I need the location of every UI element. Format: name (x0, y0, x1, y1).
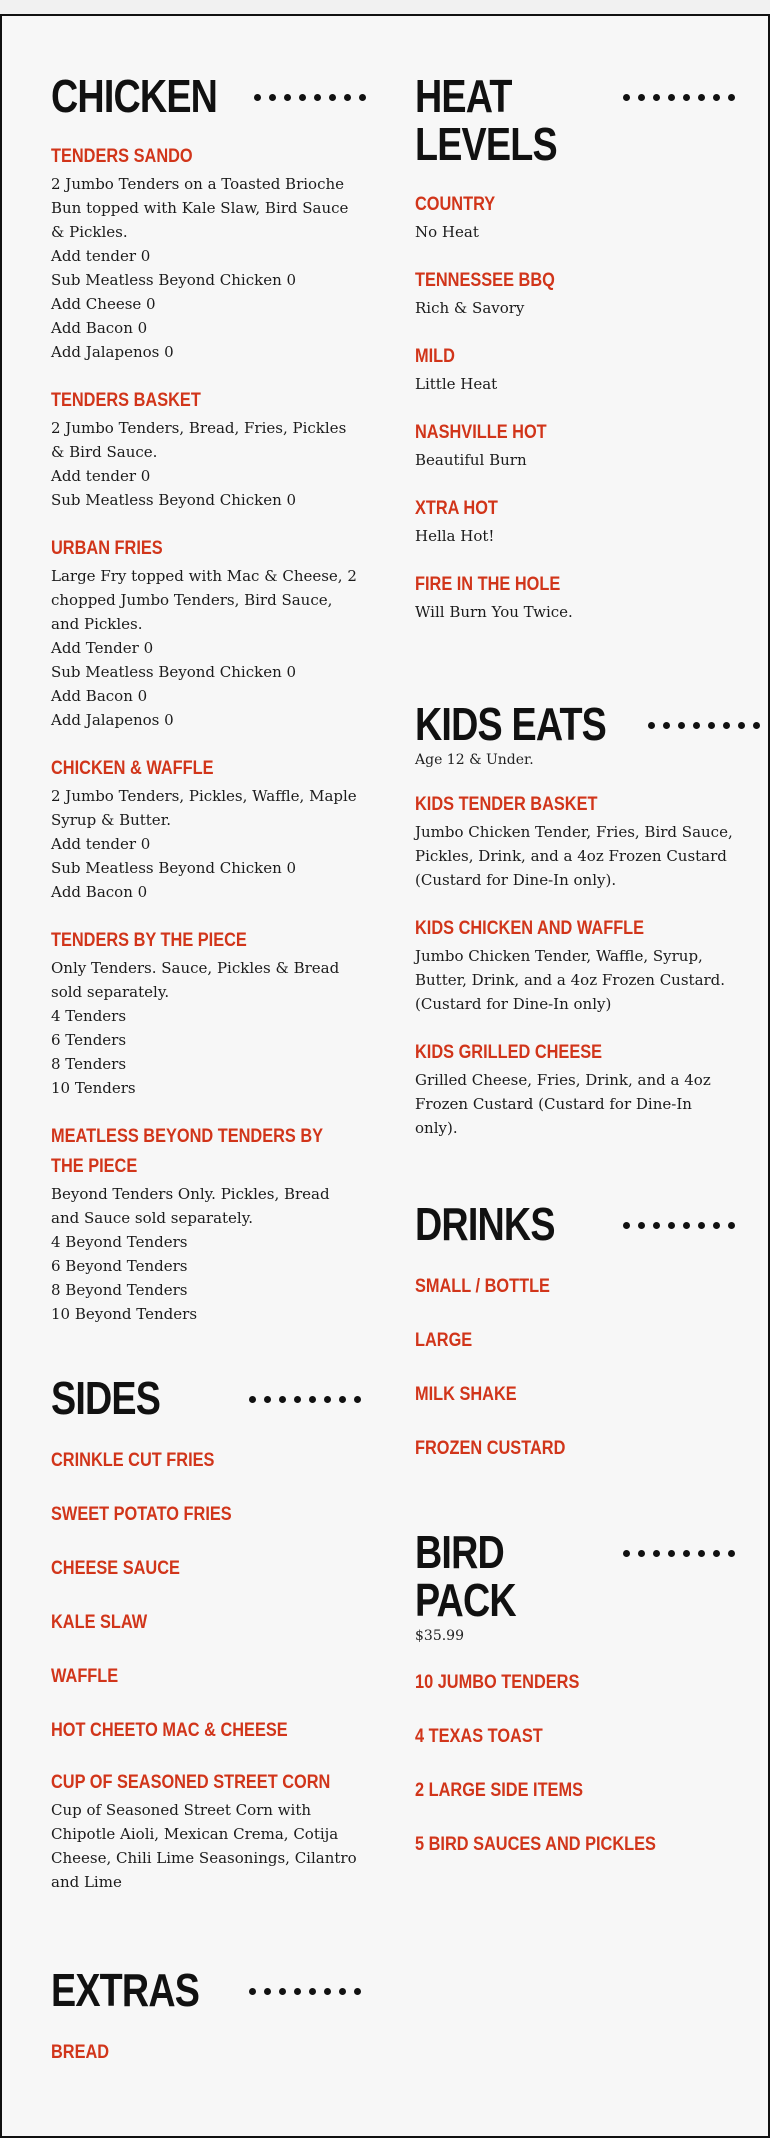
section-header (51, 1966, 361, 2014)
menu-item (415, 1434, 735, 1464)
menu-item (415, 1776, 735, 1806)
menu-section-heat-levels (415, 72, 735, 624)
menu-item-option: 4 Tenders (51, 1007, 127, 1025)
menu-item (51, 1500, 361, 1530)
menu-item-description: 2 Jumbo Tenders, Bread, Fries, Pickles & Bird Sauce. (51, 419, 347, 461)
menu-item (51, 1662, 361, 1692)
menu-item-description: Cup of Seasoned Street Corn with Chipotle Aioli, Mexican Crema, Cotija Cheese, Chili Lime Seasonings, Cilantro and Lime (51, 1801, 357, 1891)
menu-column-right (415, 72, 735, 1860)
section-title: KIDS EATS (415, 698, 607, 750)
menu-item-option: Add Bacon 0 (51, 687, 148, 705)
leader-dot (708, 722, 715, 729)
leader-dot (309, 1396, 316, 1403)
menu-section-bird-pack (415, 1528, 735, 1860)
menu-item-name: 2 LARGE SIDE ITEMS (415, 1780, 583, 1801)
menu-item (415, 1830, 735, 1860)
menu-item-name: 4 TEXAS TOAST (415, 1726, 543, 1747)
dotted-leader (623, 94, 735, 101)
menu-item (51, 534, 361, 732)
leader-dot (638, 1222, 645, 1229)
leader-dot (728, 94, 735, 101)
menu-item (415, 570, 735, 624)
section-title: SIDES (51, 1372, 161, 1424)
menu-item-name: SWEET POTATO FRIES (51, 1504, 232, 1525)
menu-item-name: LARGE (415, 1330, 473, 1351)
menu-item-name: MILD (415, 346, 455, 367)
menu-item-option: 10 Beyond Tenders (51, 1305, 198, 1323)
leader-dot (693, 722, 700, 729)
leader-dot (324, 1988, 331, 1995)
leader-dot (339, 1396, 346, 1403)
leader-dot (638, 1550, 645, 1557)
menu-item-name: NASHVILLE HOT (415, 422, 547, 443)
menu-item (415, 494, 735, 548)
menu-item (51, 2038, 361, 2068)
leader-dot (359, 94, 366, 101)
leader-dot (713, 1550, 720, 1557)
leader-dot (623, 94, 630, 101)
menu-item-option: Sub Meatless Beyond Chicken 0 (51, 663, 297, 681)
menu-item-name: TENDERS BASKET (51, 390, 201, 411)
menu-item-option: 6 Tenders (51, 1031, 127, 1049)
menu-item-description: Beautiful Burn (415, 451, 527, 469)
section-header (415, 1200, 735, 1248)
menu-item (415, 914, 735, 1016)
menu-item-description: Only Tenders. Sauce, Pickles & Bread sold separately. (51, 959, 340, 1001)
leader-dot (668, 94, 675, 101)
menu-item (415, 1668, 735, 1698)
leader-dot (698, 1550, 705, 1557)
leader-dot (698, 1222, 705, 1229)
leader-dot (284, 94, 291, 101)
menu-item-description: Grilled Cheese, Fries, Drink, and a 4oz Frozen Custard (Custard for Dine-In only). (415, 1071, 711, 1137)
menu-item-name: 5 BIRD SAUCES AND PICKLES (415, 1834, 656, 1855)
menu-item-description: Jumbo Chicken Tender, Fries, Bird Sauce, Pickles, Drink, and a 4oz Frozen Custard (Custard for Dine-In only). (415, 823, 733, 889)
leader-dot (653, 1550, 660, 1557)
leader-dot (663, 722, 670, 729)
menu-item-name: TENDERS SANDO (51, 146, 193, 167)
menu-item-name: XTRA HOT (415, 498, 498, 519)
section-header (415, 700, 735, 748)
menu-item-option: Add tender 0 (51, 247, 151, 265)
menu-item (51, 386, 361, 512)
menu-item (415, 1038, 735, 1140)
menu-item-name: CRINKLE CUT FRIES (51, 1450, 215, 1471)
menu-item (51, 754, 361, 904)
menu-item (51, 1122, 361, 1326)
section-title: CHICKEN (51, 70, 218, 122)
section-header (51, 72, 361, 120)
menu-item-option: 10 Tenders (51, 1079, 136, 1097)
leader-dot (653, 1222, 660, 1229)
section-title: EXTRAS (51, 1964, 200, 2016)
dotted-leader (623, 1550, 735, 1557)
menu-item (415, 1380, 735, 1410)
menu-item-description: Little Heat (415, 375, 498, 393)
menu-item-name: SMALL / BOTTLE (415, 1276, 550, 1297)
leader-dot (324, 1396, 331, 1403)
menu-item-name: TENNESSEE BBQ (415, 270, 555, 291)
menu-section-chicken (51, 72, 361, 1326)
section-title: BIRD PACK (415, 1526, 516, 1626)
menu-item-name: CHEESE SAUCE (51, 1558, 180, 1579)
leader-dot (683, 1550, 690, 1557)
dotted-leader (249, 1988, 361, 1995)
leader-dot (264, 1988, 271, 1995)
menu-item-name: HOT CHEETO MAC & CHEESE (51, 1720, 288, 1741)
menu-item-description: Jumbo Chicken Tender, Waffle, Syrup, Butter, Drink, and a 4oz Frozen Custard. (Custard for Dine-In only) (415, 947, 726, 1013)
menu-section-sides (51, 1374, 361, 1894)
leader-dot (723, 722, 730, 729)
menu-item-option: Sub Meatless Beyond Chicken 0 (51, 859, 297, 877)
dotted-leader (254, 94, 366, 101)
menu-item-option: Add Jalapenos 0 (51, 711, 174, 729)
leader-dot (299, 94, 306, 101)
leader-dot (354, 1396, 361, 1403)
section-note: Age 12 & Under. (415, 752, 534, 768)
leader-dot (264, 1396, 271, 1403)
menu-item (415, 418, 735, 472)
menu-item (51, 1554, 361, 1584)
menu-item-description: Rich & Savory (415, 299, 525, 317)
menu-item-option: 4 Beyond Tenders (51, 1233, 188, 1251)
leader-dot (314, 94, 321, 101)
leader-dot (329, 94, 336, 101)
menu-item (51, 1608, 361, 1638)
menu-item-option: 8 Beyond Tenders (51, 1281, 188, 1299)
menu-section-drinks (415, 1200, 735, 1464)
menu-item-option: 6 Beyond Tenders (51, 1257, 188, 1275)
menu-item-option: Add tender 0 (51, 835, 151, 853)
leader-dot (713, 1222, 720, 1229)
leader-dot (648, 722, 655, 729)
leader-dot (738, 722, 745, 729)
leader-dot (309, 1988, 316, 1995)
leader-dot (728, 1222, 735, 1229)
menu-column-left (51, 72, 361, 2068)
leader-dot (294, 1988, 301, 1995)
menu-item-option: Add Bacon 0 (51, 883, 148, 901)
menu-item-option: Add Bacon 0 (51, 319, 148, 337)
leader-dot (653, 94, 660, 101)
menu-item (51, 142, 361, 364)
menu-item-option: 8 Tenders (51, 1055, 127, 1073)
leader-dot (668, 1222, 675, 1229)
menu-item-name: MILK SHAKE (415, 1384, 517, 1405)
leader-dot (339, 1988, 346, 1995)
menu-item-name: MEATLESS BEYOND TENDERS BY THE PIECE (51, 1126, 323, 1177)
menu-item-description: No Heat (415, 223, 479, 241)
menu-item (415, 790, 735, 892)
leader-dot (269, 94, 276, 101)
leader-dot (254, 94, 261, 101)
dotted-leader (648, 722, 760, 729)
menu-item-name: COUNTRY (415, 194, 496, 215)
menu-item-name: FROZEN CUSTARD (415, 1438, 566, 1459)
menu-item (415, 190, 735, 244)
menu-section-kids-eats (415, 700, 735, 1140)
section-header (51, 1374, 361, 1422)
menu-item-description: Beyond Tenders Only. Pickles, Bread and Sauce sold separately. (51, 1185, 330, 1227)
leader-dot (638, 94, 645, 101)
menu-item-description: Will Burn You Twice. (415, 603, 573, 621)
menu-item (415, 342, 735, 396)
menu-item-description: Large Fry topped with Mac & Cheese, 2 chopped Jumbo Tenders, Bird Sauce, and Pickles. (51, 567, 357, 633)
leader-dot (344, 94, 351, 101)
leader-dot (698, 94, 705, 101)
menu-item-name: KALE SLAW (51, 1612, 148, 1633)
menu-item (51, 926, 361, 1100)
menu-item-name: CHICKEN & WAFFLE (51, 758, 214, 779)
menu-item (51, 1768, 361, 1894)
leader-dot (249, 1396, 256, 1403)
menu-item (415, 1272, 735, 1302)
menu-item-option: Add Cheese 0 (51, 295, 156, 313)
leader-dot (683, 94, 690, 101)
menu-item-name: 10 JUMBO TENDERS (415, 1672, 580, 1693)
leader-dot (623, 1222, 630, 1229)
dotted-leader (623, 1222, 735, 1229)
menu-item (415, 1326, 735, 1356)
menu-item-option: Sub Meatless Beyond Chicken 0 (51, 271, 297, 289)
menu-item-name: KIDS GRILLED CHEESE (415, 1042, 603, 1063)
section-note: $35.99 (415, 1628, 464, 1644)
section-title: HEAT LEVELS (415, 70, 557, 170)
leader-dot (354, 1988, 361, 1995)
menu-item (51, 1446, 361, 1476)
menu-item-name: TENDERS BY THE PIECE (51, 930, 247, 951)
dotted-leader (249, 1396, 361, 1403)
menu-item-name: WAFFLE (51, 1666, 119, 1687)
leader-dot (713, 94, 720, 101)
menu-item-name: URBAN FRIES (51, 538, 163, 559)
menu-section-extras (51, 1966, 361, 2068)
leader-dot (753, 722, 760, 729)
menu-item-description: 2 Jumbo Tenders on a Toasted Brioche Bun topped with Kale Slaw, Bird Sauce & Pickles. (51, 175, 349, 241)
menu-item (51, 1716, 361, 1746)
leader-dot (683, 1222, 690, 1229)
leader-dot (294, 1396, 301, 1403)
menu-item-name: CUP OF SEASONED STREET CORN (51, 1772, 331, 1793)
menu-item-option: Sub Meatless Beyond Chicken 0 (51, 491, 297, 509)
menu-item (415, 1722, 735, 1752)
menu-frame (0, 14, 770, 2138)
leader-dot (279, 1988, 286, 1995)
leader-dot (249, 1988, 256, 1995)
section-title: DRINKS (415, 1198, 555, 1250)
leader-dot (623, 1550, 630, 1557)
menu-item (415, 266, 735, 320)
leader-dot (728, 1550, 735, 1557)
menu-item-description: 2 Jumbo Tenders, Pickles, Waffle, Maple Syrup & Butter. (51, 787, 357, 829)
section-header (415, 72, 735, 168)
menu-item-name: KIDS TENDER BASKET (415, 794, 598, 815)
menu-item-name: BREAD (51, 2042, 110, 2063)
leader-dot (678, 722, 685, 729)
section-header (415, 1528, 735, 1624)
leader-dot (668, 1550, 675, 1557)
leader-dot (279, 1396, 286, 1403)
menu-item-option: Add Jalapenos 0 (51, 343, 174, 361)
menu-item-name: KIDS CHICKEN AND WAFFLE (415, 918, 645, 939)
menu-item-name: FIRE IN THE HOLE (415, 574, 561, 595)
menu-item-option: Add Tender 0 (51, 639, 154, 657)
menu-item-description: Hella Hot! (415, 527, 495, 545)
menu-item-option: Add tender 0 (51, 467, 151, 485)
